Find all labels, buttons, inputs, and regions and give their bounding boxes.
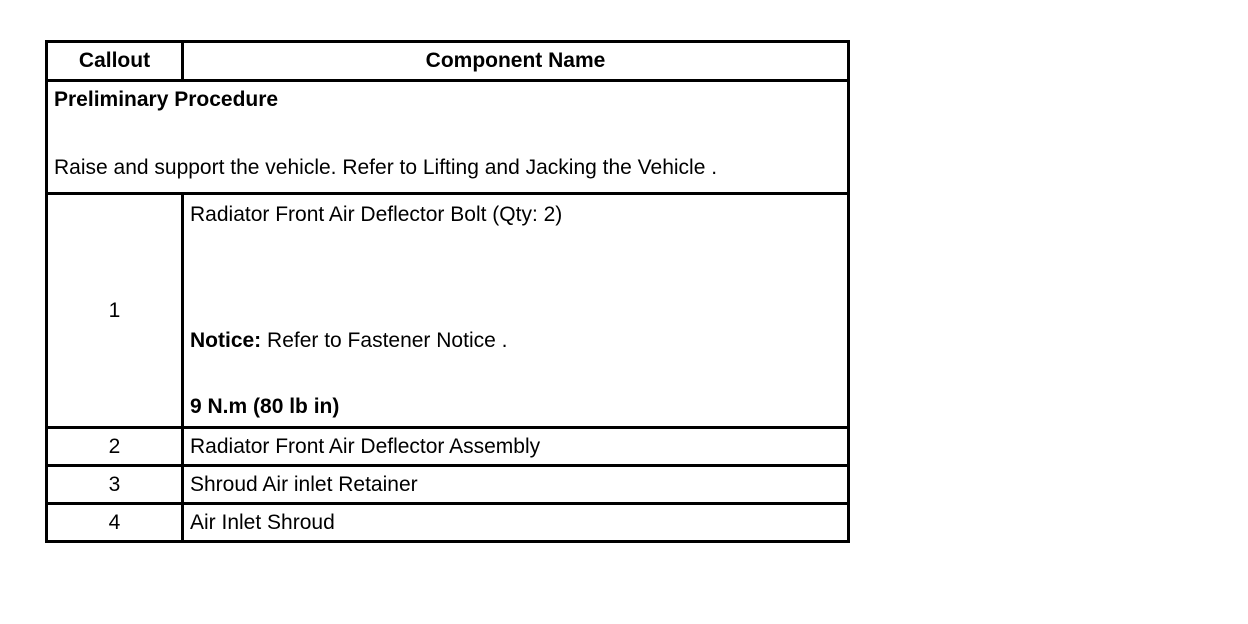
table-row (47, 428, 849, 466)
preliminary-title: Preliminary Procedure (54, 88, 279, 111)
table-row (47, 194, 849, 428)
table-row (47, 466, 849, 504)
table-row (47, 504, 849, 542)
callout-cell: 2 (47, 428, 183, 466)
component-name: Radiator Front Air Deflector Assembly (183, 428, 849, 466)
torque-spec: 9 N.m (80 lb in) (190, 395, 340, 418)
callout-cell: 3 (47, 466, 183, 504)
notice-label: Notice: (190, 329, 262, 352)
callout-cell: 1 (47, 194, 183, 428)
component-table (45, 40, 850, 543)
preliminary-text: Raise and support the vehicle. Refer to Lifting and Jacking the Vehicle . (54, 156, 718, 179)
callout-cell: 4 (47, 504, 183, 542)
preliminary-cell (47, 81, 849, 194)
component-name: Shroud Air inlet Retainer (183, 466, 849, 504)
notice-text: Refer to Fastener Notice . (261, 329, 508, 352)
notice-line (190, 329, 841, 353)
header-row (47, 42, 849, 81)
component-cell (183, 194, 849, 428)
component-name: Radiator Front Air Deflector Bolt (Qty: 2) (190, 203, 563, 226)
component-name: Air Inlet Shroud (183, 504, 849, 542)
preliminary-row (47, 81, 849, 194)
component-name-header: Component Name (183, 42, 849, 81)
callout-header: Callout (47, 42, 183, 81)
